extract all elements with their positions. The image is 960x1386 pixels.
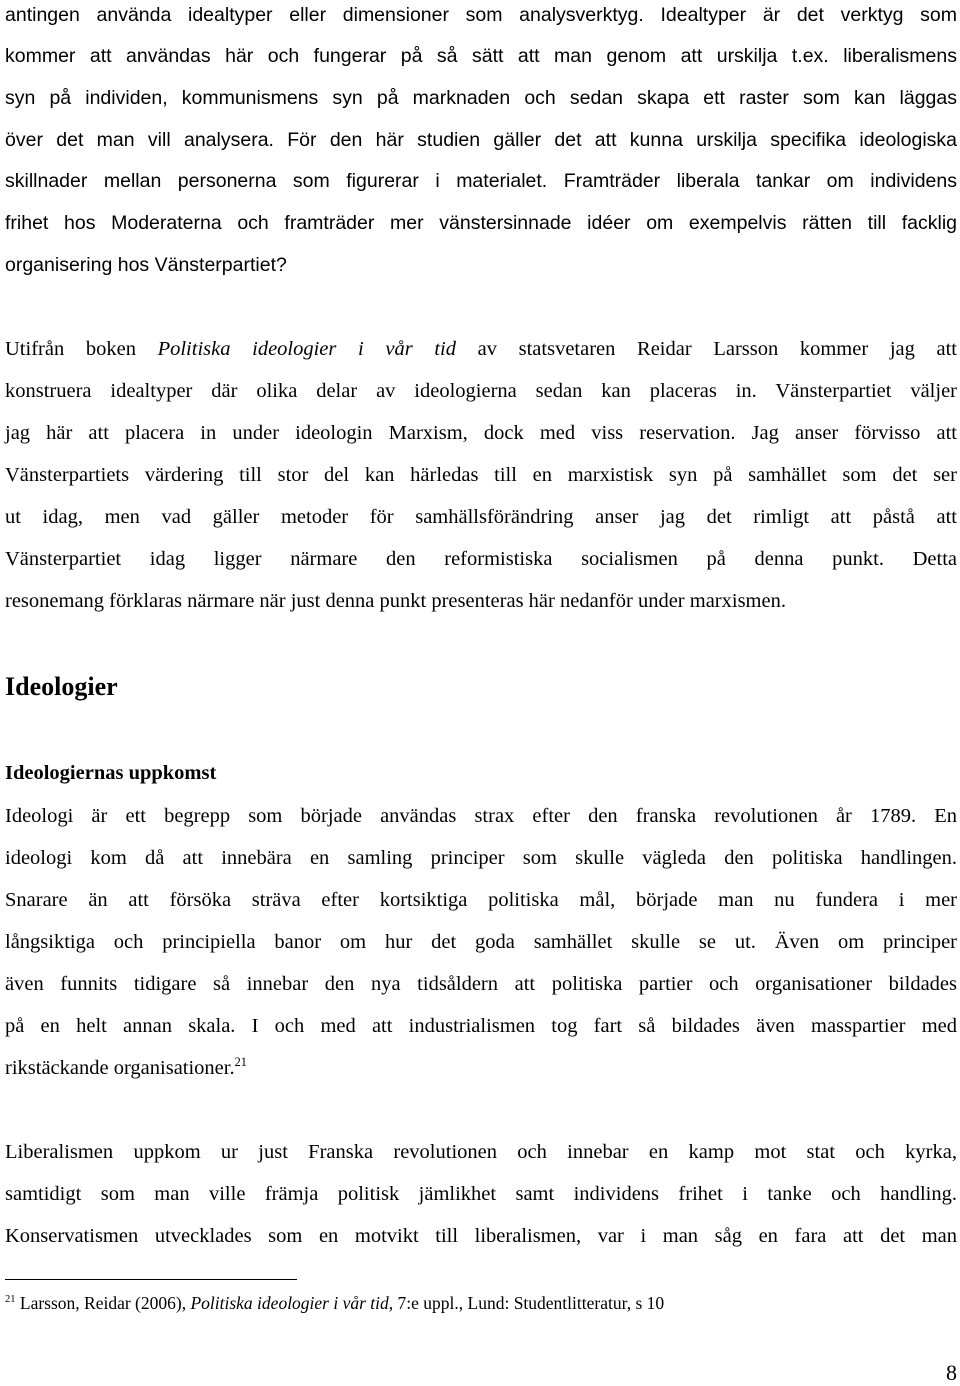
text-line: frihet hos Moderaterna och framträder mer vänstersinnade idéer om exempelvis rätten till facklig <box>5 212 957 234</box>
text-line: Konservatismen utvecklades som en motvikt till liberalismen, var i man såg en fara att det man <box>5 1225 957 1247</box>
text-line: på en helt annan skala. I och med att industrialismen tog fart så bildades även masspartier med <box>5 1015 957 1037</box>
page-number: 8 <box>946 1360 957 1385</box>
footnote-reference[interactable]: 21 <box>234 1055 247 1070</box>
text-line: ut idag, men vad gäller metoder för samhällsförändring anser jag det rimligt att påstå att <box>5 506 957 528</box>
text-span: av statsvetaren Reidar Larsson kommer jag att <box>455 338 958 360</box>
text-line: ideologi kom då att innebära en samling principer som skulle vägleda den politiska handlingen. <box>5 847 957 869</box>
footnote <box>5 1291 664 1315</box>
text-line: samtidigt som man ville främja politisk jämlikhet samt individens frihet i tanke och handling. <box>5 1183 957 1205</box>
text-line: skillnader mellan personerna som figurerar i materialet. Framträder liberala tankar om individens <box>5 170 957 192</box>
text-line: jag här att placera in under ideologin Marxism, dock med viss reservation. Jag anser förvisso att <box>5 422 957 444</box>
footnote-text: Larsson, Reidar (2006), <box>15 1293 191 1313</box>
text-line: över det man vill analysera. För den här studien gäller det att kunna urskilja specifika ideologiska <box>5 129 957 151</box>
book-title: Politiska ideologier i vår tid <box>157 338 456 360</box>
footnote-title: Politiska ideologier i vår tid <box>190 1293 389 1313</box>
text-span: rikstäckande organisationer. <box>5 1057 235 1079</box>
text-line: Vänsterpartiet idag ligger närmare den reformistiska socialismen på denna punkt. Detta <box>5 548 957 570</box>
text-line: Ideologi är ett begrepp som började användas strax efter den franska revolutionen år 1789. En <box>5 805 957 827</box>
text-line: Snarare än att försöka sträva efter kortsiktiga politiska mål, började man nu fundera i mer <box>5 889 957 911</box>
text-line: antingen använda idealtyper eller dimensioner som analysverktyg. Idealtyper är det verktyg som <box>5 4 957 26</box>
text-line <box>5 1055 957 1081</box>
text-line: organisering hos Vänsterpartiet? <box>5 254 287 276</box>
text-span: Utifrån boken <box>5 338 158 360</box>
text-line: Liberalismen uppkom ur just Franska revolutionen och innebar en kamp mot stat och kyrka, <box>5 1141 957 1163</box>
text-line: konstruera idealtyper där olika delar av ideologierna sedan kan placeras in. Vänsterpartiet väljer <box>5 380 957 402</box>
section-heading: Ideologier <box>5 672 118 701</box>
text-line: kommer att användas här och fungerar på så sätt att man genom att urskilja t.ex. liberalismens <box>5 45 957 67</box>
text-line: syn på individen, kommunismens syn på marknaden och sedan skapa ett raster som kan läggas <box>5 87 957 109</box>
text-line: långsiktiga och principiella banor om hur det goda samhället skulle se ut. Även om principer <box>5 931 957 953</box>
text-line: resonemang förklaras närmare när just denna punkt presenteras här nedanför under marxismen. <box>5 590 786 612</box>
footnote-text: , 7:e uppl., Lund: Studentlitteratur, s 10 <box>388 1293 665 1313</box>
document-page <box>5 0 957 1384</box>
text-line: Vänsterpartiets värdering till stor del kan härledas till en marxistisk syn på samhället som det ser <box>5 464 957 486</box>
footnote-separator <box>5 1279 297 1280</box>
text-line <box>5 336 957 362</box>
footnote-number: 21 <box>5 1294 16 1306</box>
subsection-heading: Ideologiernas uppkomst <box>5 762 217 784</box>
text-line: även funnits tidigare så innebar den nya tidsåldern att politiska partier och organisationer bildades <box>5 973 957 995</box>
